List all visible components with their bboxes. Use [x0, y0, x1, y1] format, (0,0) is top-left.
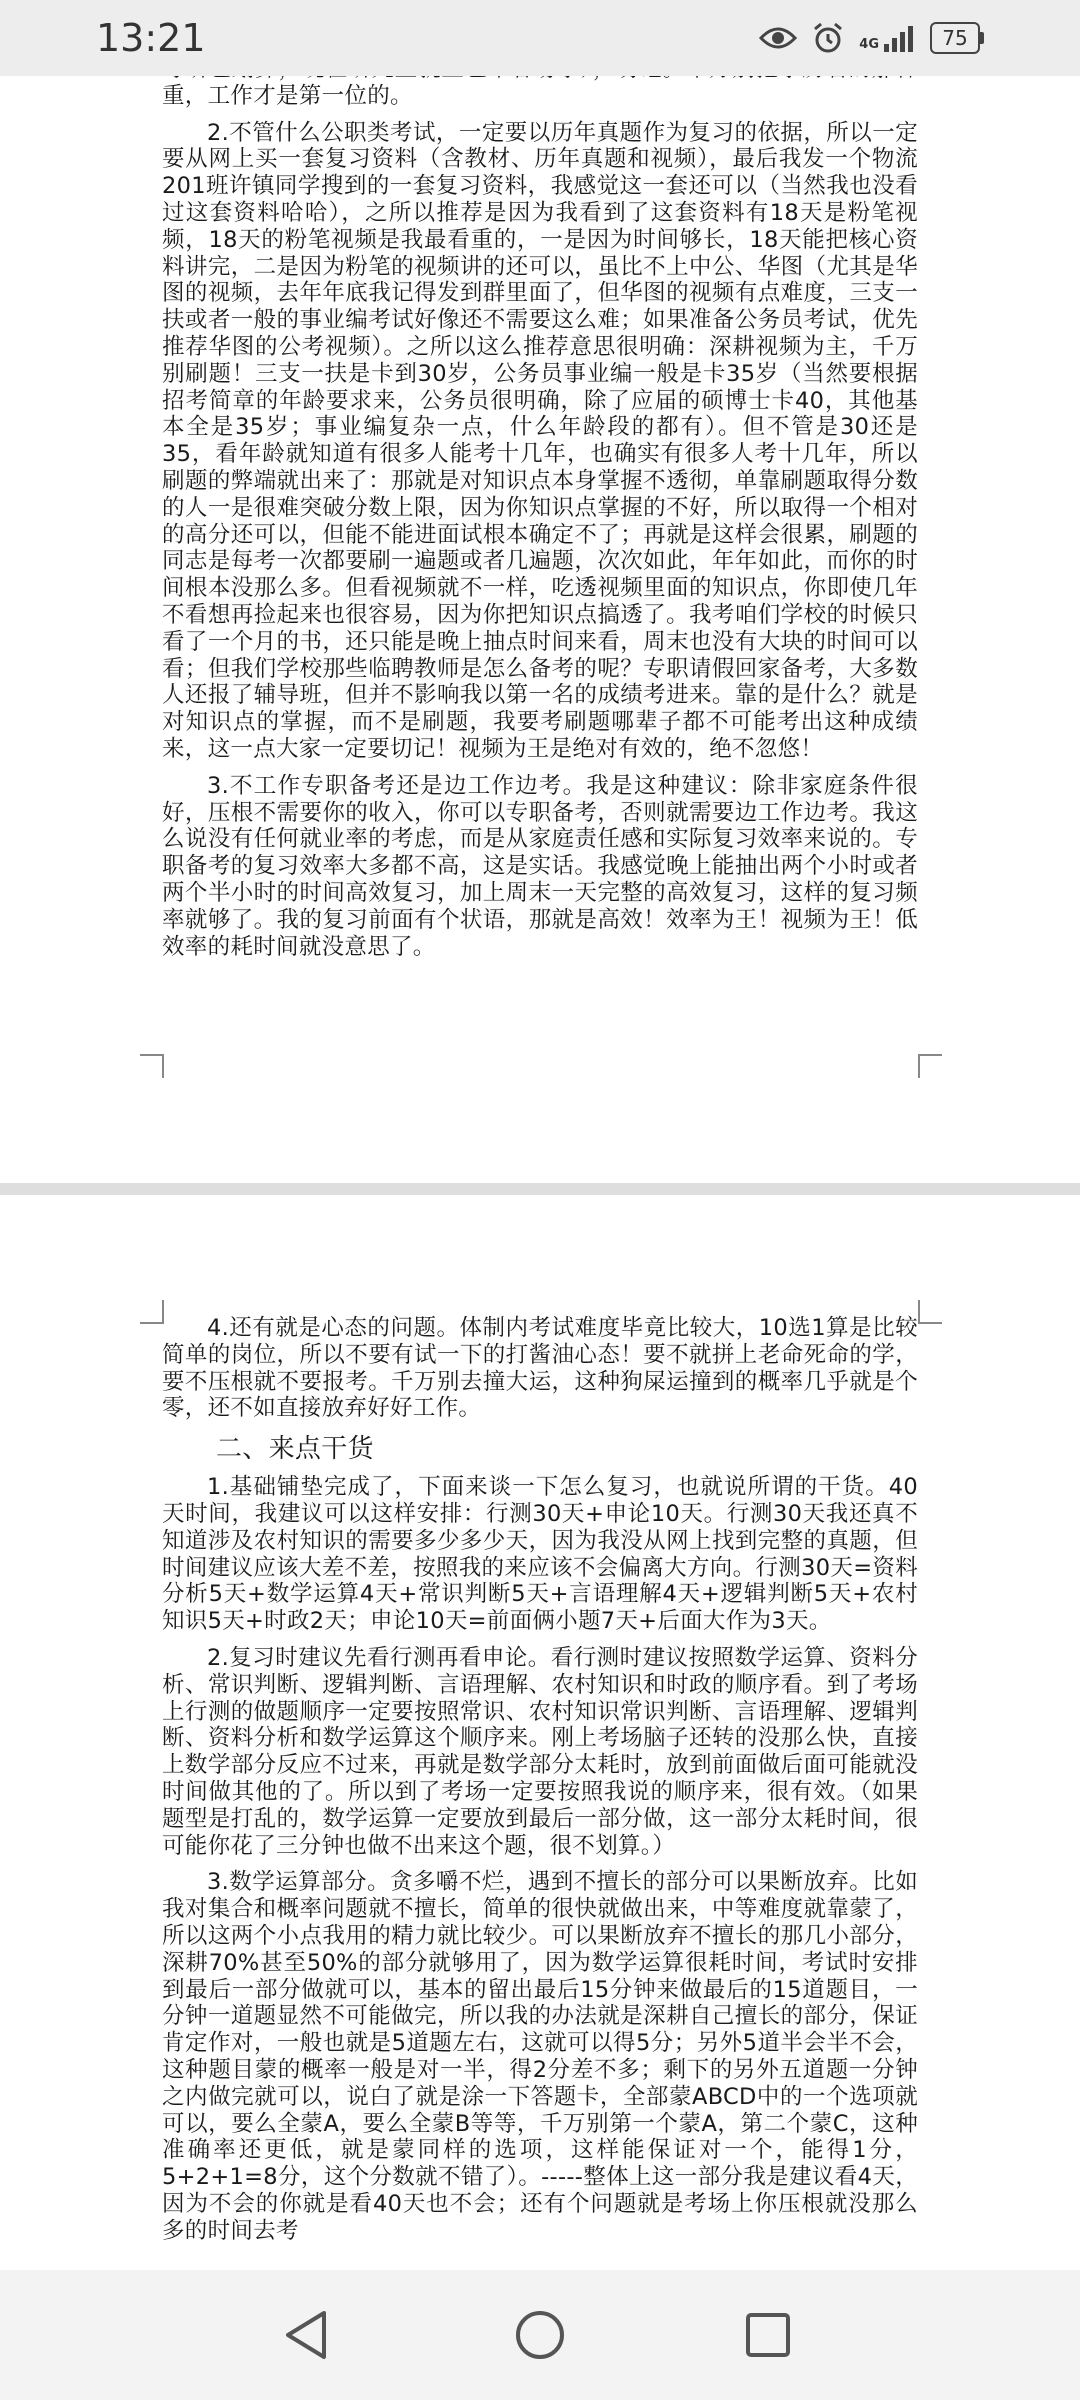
network-type-label: 4G — [859, 37, 879, 52]
recents-button[interactable] — [738, 2305, 798, 2365]
home-icon — [513, 2308, 567, 2362]
document-page-2 — [0, 1195, 1080, 2270]
navigation-bar — [0, 2270, 1080, 2400]
paragraph: 3.不工作专职备考还是边工作边考。我是这种建议：除非家庭条件很好，压根不需要你的收入，你可以专职备考，否则就需要边工作边考。我这么说没有任何就业率的考虑，而是从家庭责任感和实际复习效率来说的。专职备考的复习效率大多都不高，这是实话。我感觉晚上能抽出两个小时或者两个半小时的时间高效复习，加上周末一天完整的高效复习，这样的复习频率就够了。我的复习前面有个状语，那就是高效！效率为王！视频为王！低效率的耗时间就没意思了。 — [162, 772, 918, 960]
back-button[interactable] — [276, 2305, 336, 2365]
paragraph: 3.数学运算部分。贪多嚼不烂，遇到不擅长的部分可以果断放弃。比如我对集合和概率问题就不擅长，简单的很快就做出来，中等难度就靠蒙了，所以这两个小点我用的精力就比较少。可以果断放弃不擅长的那几小部分，深耕70%甚至50%的部分就够用了，因为数学运算很耗时间，考试时安排到最后一部分做就可以，基本的留出最后15分钟来做最后的15道题目，一分钟一道题显然不可能做完，所以我的办法就是深耕自己擅长的部分，保证肯定作对，一般也就是5道题左右，这就可以得5分；另外5道半会半不会，这种题目蒙的概率一般是对一半，得2分差不多；剩下的另外五道题一分钟之内做完就可以，说白了就是涂一下答题卡，全部蒙ABCD中的一个选项就可以，要么全蒙A，要么全蒙B等等，千万别第一个蒙A，第二个蒙C，这种准确率还更低，就是蒙同样的选项，这样能保证对一个，能得1分，5+2+1=8分，这个分数就不错了）。-----整体上这一部分我是建议看4天，因为不会的你就是看40天也不会；还有个问题就是考场上你压根就没那么多的时间去考 — [162, 1869, 918, 2244]
signal-icon — [859, 24, 916, 52]
paragraph: 重，工作才是第一位的。 — [162, 82, 413, 109]
back-icon — [282, 2309, 330, 2361]
home-button[interactable] — [510, 2305, 570, 2365]
page-separator — [0, 1183, 1080, 1195]
recents-icon — [743, 2310, 793, 2360]
crop-mark — [918, 1300, 942, 1324]
paragraph: 1.基础铺垫完成了，下面来谈一下怎么复习，也就说所谓的干货。40天时间，我建议可以这样安排：行测30天+申论10天。行测30天我还真不知道涉及农村知识的需要多少多少天，因为我没从网上找到完整的真题，但时间建议应该大差不差，按照我的来应该不会偏离大方向。行测30天=资料分析5天+数学运算4天+常识判断5天+言语理解4天+逻辑判断5天+农村知识5天+时政2天；申论10天=前面俩小题7天+后面大作为3天。 — [162, 1474, 918, 1635]
document-page-1 — [0, 76, 1080, 1183]
crop-mark — [140, 1054, 164, 1078]
status-time: 13:21 — [96, 16, 206, 60]
page-2-body — [162, 1315, 918, 2255]
battery-icon: 75 — [930, 22, 980, 54]
paragraph: 4.还有就是心态的问题。体制内考试难度毕竟比较大，10选1算是比较简单的岗位，所以不要有试一下的打酱油心态！要不就拼上老命死命的学，要不压根就不要报考。千万别去撞大运，这种狗屎运撞到的概率几乎就是个零，还不如直接放弃好好工作。 — [162, 1315, 918, 1422]
eye-icon — [759, 24, 797, 52]
status-icons — [759, 18, 980, 58]
section-heading: 二、来点干货 — [216, 1434, 374, 1465]
alarm-icon — [811, 21, 845, 55]
paragraph: 2.不管什么公职类考试，一定要以历年真题作为复习的依据，所以一定要从网上买一套复习资料（含教材、历年真题和视频），最后我发一个物流201班许镇同学搜到的一套复习资料，我感觉这一套还可以（当然我也没看过这套资料哈哈），之所以推荐是因为我看到了这套资料有18天是粉笔视频，18天的粉笔视频是我最看重的，一是因为时间够长，18天能把核心资料讲完，二是因为粉笔的视频讲的还可以，虽比不上中公、华图（尤其是华图的视频，去年年底我记得发到群里面了，但华图的视频有点难度，三支一扶或者一般的事业编考试好像还不需要这么难；如果准备公务员考试，优先推荐华图的公考视频）。之所以这么推荐意思很明确：深耕视频为主，千万别刷题！三支一扶是卡到30岁，公务员事业编一般是卡35岁（当然要根据招考简章的年龄要求来，公务员很明确，除了应届的硕博士卡40，其他基本全是35岁；事业编复杂一点，什么年龄段的都有）。但不管是30还是35，看年龄就知道有很多人能考十几年，也确实有很多人考十几年，所以刷题的弊端就出来了：那就是对知识点本身掌握不透彻，单靠刷题取得分数的人一是很难突破分数上限，因为你知识点掌握的不好，所以取得一个相对的高分还可以，但能不能进面试根本确定不了；再就是这样会很累，刷题的同志是每考一次都要刷一遍题或者几遍题，次次如此，年年如此，而你的时间根本没那么多。但看视频就不一样，吃透视频里面的知识点，你即使几年不看想再捡起来也很容易，因为你把知识点搞透了。我考咱们学校的时候只看了一个月的书，还只能是晚上抽点时间来看，周末也没有大块的时间可以看；但我们学校那些临聘教师是怎么备考的呢？专职请假回家备考，大多数人还报了辅导班，但并不影响我以第一名的成绩考进来。靠的是什么？就是对知识点的掌握，而不是刷题，我要考刷题哪辈子都不可能考出这种成绩来，这一点大家一定要切记！视频为王是绝对有效的，绝不忽悠！ — [162, 119, 918, 762]
paragraph: 2.复习时建议先看行测再看申论。看行测时建议按照数学运算、资料分析、常识判断、逻辑判断、言语理解、农村知识和时政的顺序看。到了考场上行测的做题顺序一定要按照常识、农村知识常识判断、言语理解、逻辑判断、资料分析和数学运算这个顺序来。刚上考场脑子还转的没那么快，直接上数学部分反应不过来，再就是数学部分太耗时，放到前面做后面可能就没时间做其他的了。所以到了考场一定要按照我说的顺序来，很有效。（如果题型是打乱的，数学运算一定要放到最后一部分做，这一部分太耗时间，很可能你花了三分钟也做不出来这个题，很不划算。） — [162, 1644, 918, 1859]
crop-mark — [140, 1300, 164, 1324]
crop-mark — [918, 1054, 942, 1078]
page-1-body — [162, 56, 918, 970]
status-bar — [0, 0, 1080, 76]
